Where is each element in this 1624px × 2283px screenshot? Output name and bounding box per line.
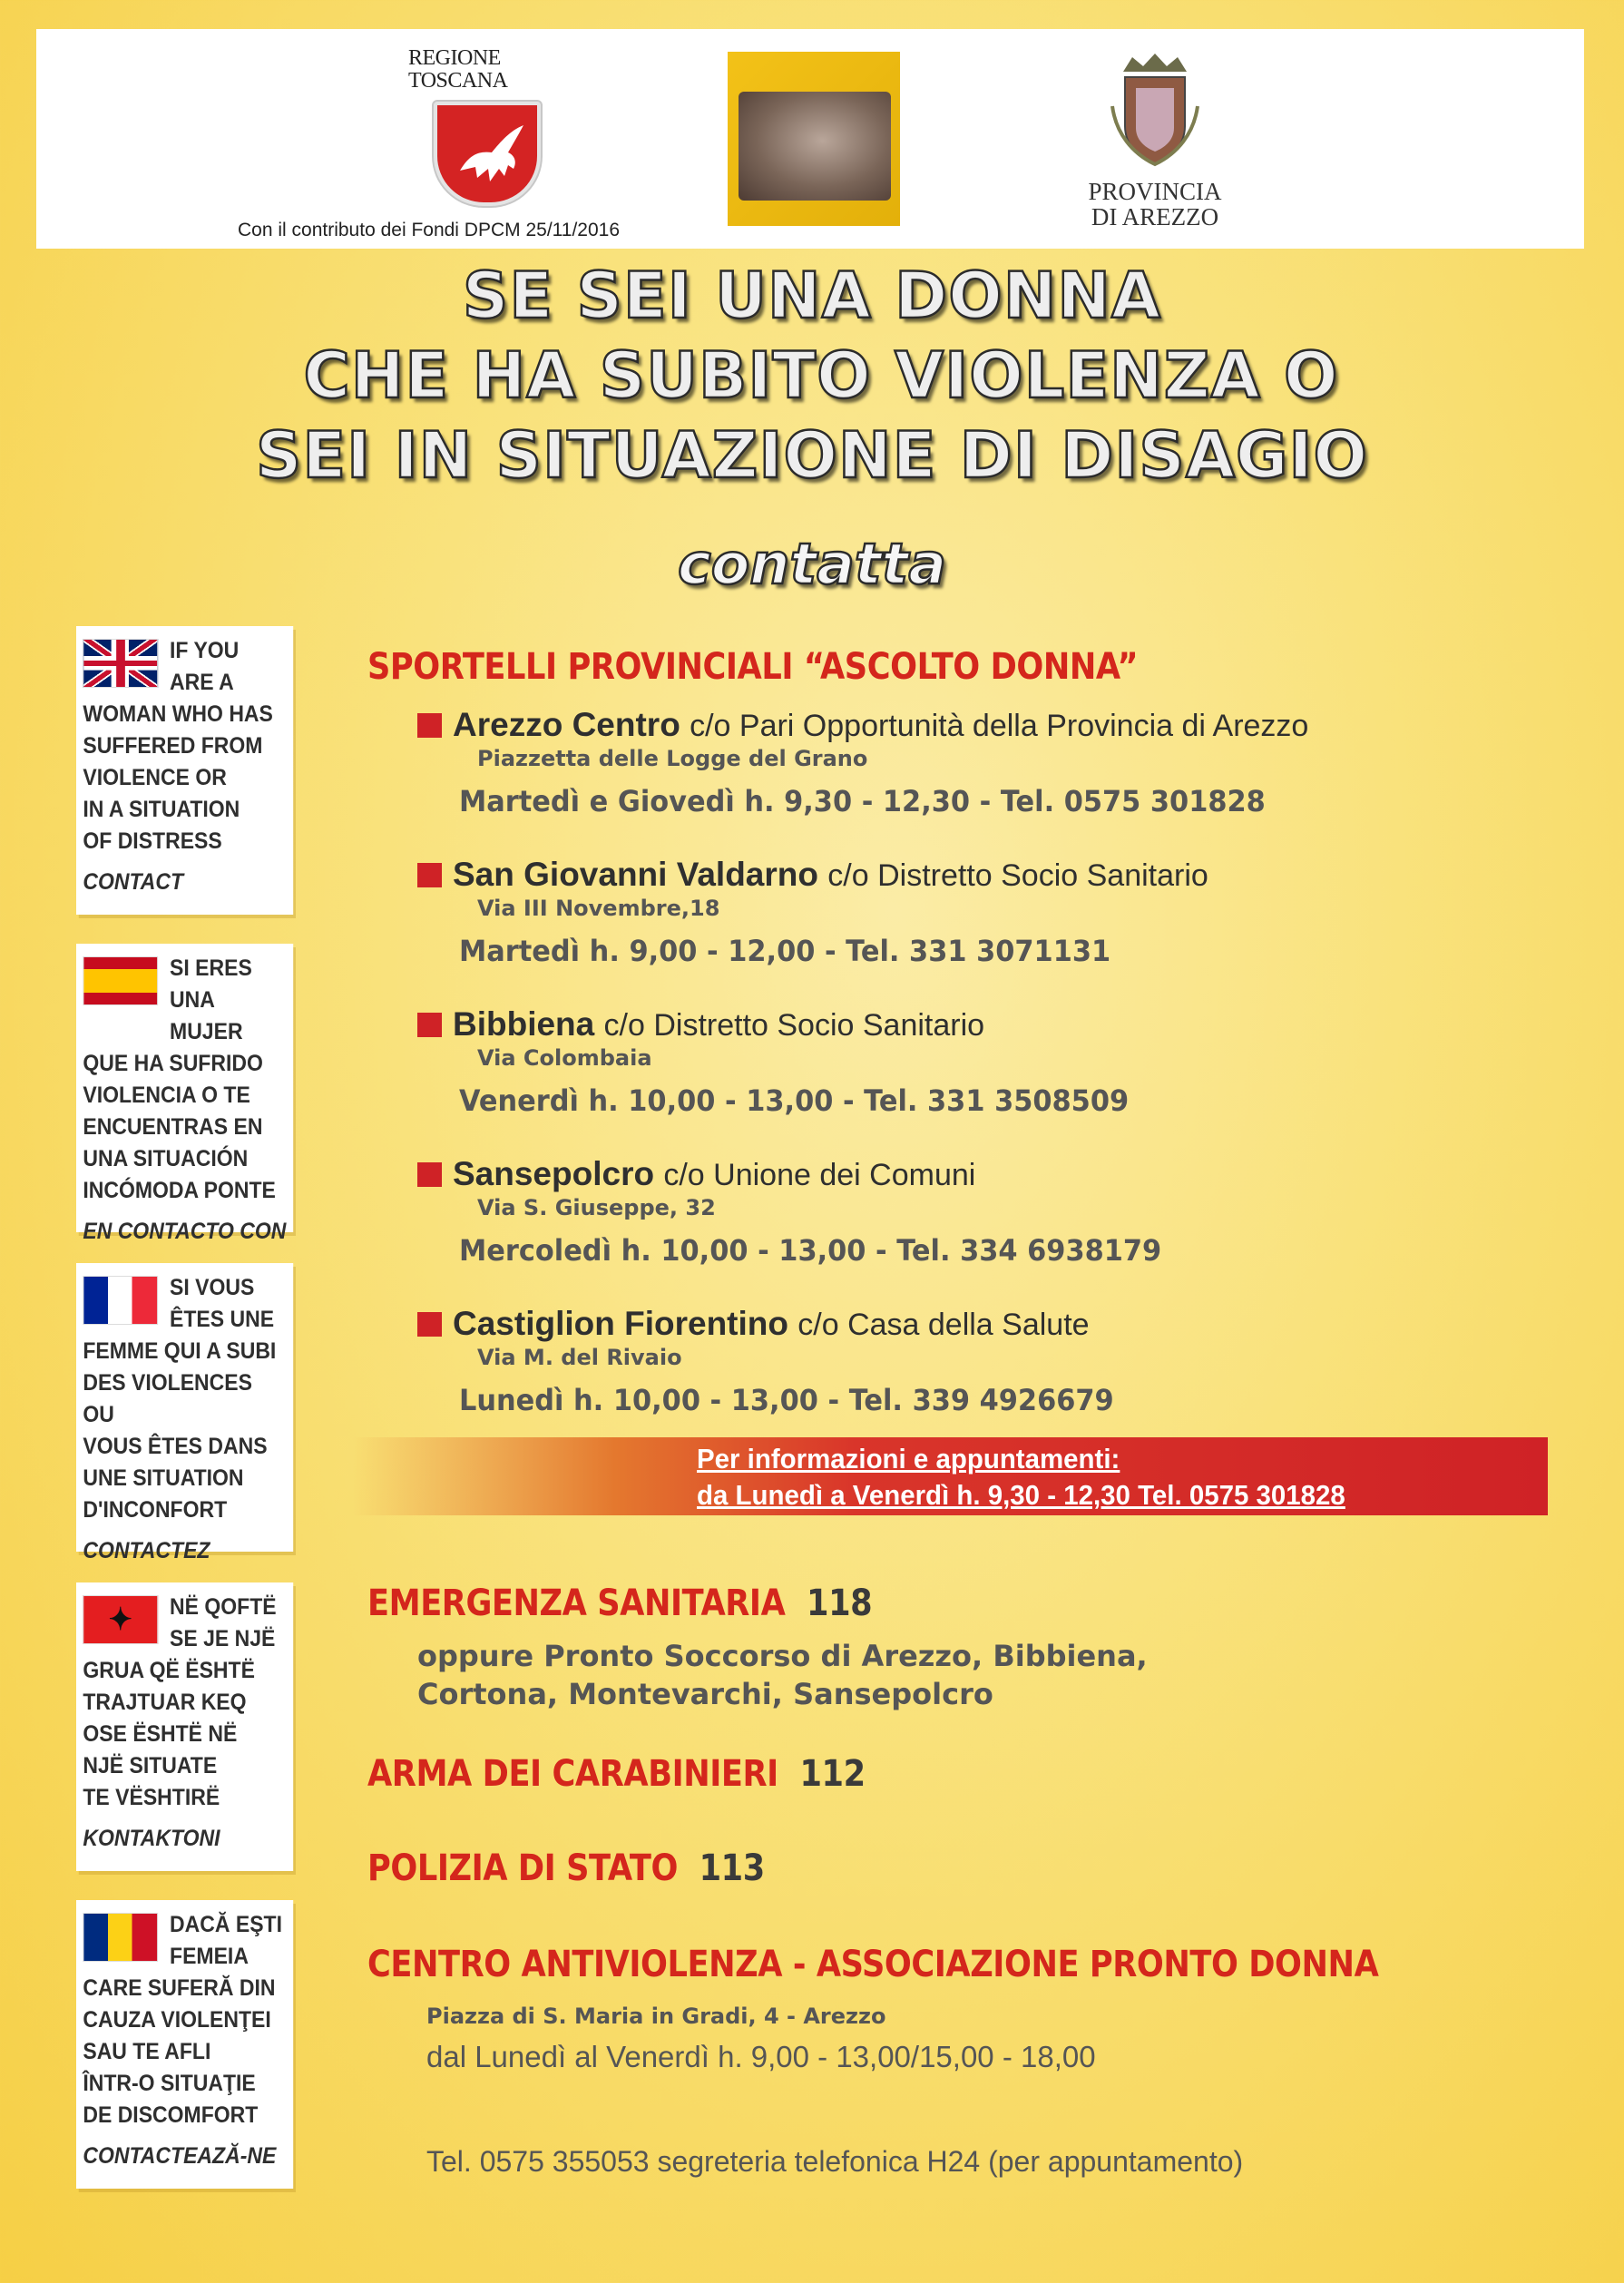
- regione-toscana-logo: [408, 47, 585, 206]
- provincia-crest-icon: [1105, 52, 1205, 170]
- provincia-line2: DI AREZZO: [1091, 203, 1219, 230]
- lang-line: DACĂ EŞTI: [170, 1912, 282, 1937]
- lang-line: UNE SITUATION: [83, 1465, 244, 1491]
- lang-line: SUFFERED FROM: [83, 733, 263, 759]
- info-band: [352, 1437, 1548, 1515]
- office-address: Via Colombaia: [477, 1045, 652, 1071]
- office-san-giovanni: [417, 856, 1551, 968]
- lang-cta: CONTACTEAZĂ-NE: [83, 2143, 277, 2169]
- lang-cta: EN CONTACTO CON: [83, 1219, 287, 1244]
- office-hours: Martedì e Giovedì h. 9,30 - 12,30 - Tel. 0575 301828: [459, 784, 1266, 818]
- pronto-soccorso-line1: oppure Pronto Soccorso di Arezzo, Bibbiena,: [417, 1639, 1148, 1673]
- lang-line: FEMME QUI A SUBI: [83, 1338, 277, 1364]
- uk-flag-icon: [83, 639, 158, 688]
- carabinieri: [367, 1753, 866, 1795]
- lang-line: INCÓMODA PONTE: [83, 1178, 276, 1203]
- red-square-bullet-icon: [417, 713, 442, 738]
- lang-line: CAUZA VIOLENŢEI: [83, 2007, 271, 2033]
- office-hours: Venerdì h. 10,00 - 13,00 - Tel. 331 3508509: [459, 1083, 1130, 1118]
- office-location: c/o Casa della Salute: [797, 1308, 1090, 1342]
- office-name: Sansepolcro: [453, 1155, 655, 1192]
- office-hours: Martedì h. 9,00 - 12,00 - Tel. 331 3071131: [459, 934, 1111, 968]
- office-castiglion-fiorentino: [417, 1305, 1551, 1417]
- info-line1: Per informazioni e appuntamenti:: [697, 1443, 1120, 1475]
- office-name: Bibbiena: [453, 1005, 595, 1043]
- office-address: Piazzetta delle Logge del Grano: [477, 746, 868, 771]
- office-hours: Lunedì h. 10,00 - 13,00 - Tel. 339 4926679: [459, 1383, 1114, 1417]
- office-address: Via S. Giuseppe, 32: [477, 1195, 716, 1220]
- lang-line: VIOLENCIA O TE: [83, 1083, 250, 1108]
- headline-line3: SEI IN SITUAZIONE DI DISAGIO: [255, 418, 1369, 493]
- lang-line: VIOLENCE OR: [83, 765, 227, 790]
- office-location: c/o Distretto Socio Sanitario: [827, 858, 1208, 893]
- lang-line: SI VOUS: [170, 1275, 255, 1300]
- office-name: Arezzo Centro: [453, 706, 680, 743]
- lang-line: TRAJTUAR KEQ: [83, 1690, 247, 1715]
- sportelli-title: SPORTELLI PROVINCIALI “ASCOLTO DONNA”: [367, 646, 1139, 688]
- carabinieri-number: 112: [799, 1753, 866, 1795]
- emergenza-label: EMERGENZA SANITARIA: [367, 1582, 786, 1624]
- office-address: Via M. del Rivaio: [477, 1345, 682, 1370]
- headline-line2: CHE HA SUBITO VIOLENZA O: [303, 338, 1339, 413]
- lang-line: SAU TE AFLI: [83, 2039, 211, 2064]
- lang-line: NJË SITUATE: [83, 1753, 218, 1778]
- spain-flag-icon: [83, 956, 158, 1005]
- lang-line: IF YOU: [170, 638, 240, 663]
- red-square-bullet-icon: [417, 1013, 442, 1037]
- polizia: [367, 1847, 765, 1889]
- centro-antiviolenza-title: CENTRO ANTIVIOLENZA - ASSOCIAZIONE PRONTO DONNA: [367, 1944, 1379, 1985]
- office-name: San Giovanni Valdarno: [453, 856, 818, 893]
- lang-line: ÊTES UNE: [170, 1307, 275, 1332]
- emergenza-number: 118: [807, 1582, 873, 1624]
- red-square-bullet-icon: [417, 863, 442, 887]
- regione-line2: TOSCANA: [408, 69, 508, 93]
- lang-line: NË QOFTË: [170, 1594, 277, 1620]
- lang-line: DE DISCOMFORT: [83, 2102, 259, 2128]
- lang-line: FEMEIA: [170, 1944, 249, 1969]
- lang-box-french: [76, 1263, 293, 1563]
- broken-glass-photo-icon: [739, 92, 891, 201]
- lang-line: VOUS ÊTES DANS: [83, 1434, 268, 1459]
- lang-line: SE JE NJË: [170, 1626, 276, 1651]
- lang-line: ENCUENTRAS EN: [83, 1114, 263, 1140]
- red-square-bullet-icon: [417, 1312, 442, 1337]
- lang-cta: CONTACTEZ: [83, 1538, 210, 1563]
- lang-box-spanish: [76, 944, 293, 1244]
- office-address: Via III Novembre,18: [477, 896, 720, 921]
- provincia-arezzo-logo: [1069, 52, 1241, 230]
- lang-line: QUE HA SUFRIDO: [83, 1051, 263, 1076]
- regione-line1: REGIONE: [408, 46, 501, 70]
- info-line2: da Lunedì a Venerdì h. 9,30 - 12,30 Tel. 0575 301828: [697, 1479, 1345, 1511]
- lang-line: OSE ËSHTË NË: [83, 1721, 238, 1747]
- lang-cta: CONTACT: [83, 869, 184, 895]
- office-sansepolcro: [417, 1155, 1551, 1268]
- office-location: c/o Distretto Socio Sanitario: [603, 1008, 985, 1043]
- centro-hours: dal Lunedì al Venerdì h. 9,00 - 13,00/15,00 - 18,00: [426, 2040, 1096, 2073]
- office-bibbiena: [417, 1005, 1551, 1118]
- office-hours: Mercoledì h. 10,00 - 13,00 - Tel. 334 6938179: [459, 1233, 1162, 1268]
- project-logo: [728, 52, 900, 226]
- office-name: Castiglion Fiorentino: [453, 1305, 788, 1342]
- lang-box-romanian: [76, 1900, 293, 2189]
- office-arezzo-centro: [417, 706, 1551, 818]
- polizia-number: 113: [699, 1847, 765, 1889]
- romania-flag-icon: [83, 1913, 158, 1962]
- lang-cta: KONTAKTONI: [83, 1826, 220, 1851]
- lang-line: ARE A: [170, 670, 234, 695]
- office-location: c/o Pari Opportunità della Provincia di Arezzo: [690, 709, 1309, 743]
- lang-line: UNA MUJER: [170, 987, 243, 1044]
- office-location: c/o Unione dei Comuni: [663, 1158, 976, 1192]
- pronto-soccorso-line2: Cortona, Montevarchi, Sansepolcro: [417, 1677, 993, 1711]
- red-square-bullet-icon: [417, 1162, 442, 1187]
- albania-flag-icon: [83, 1595, 158, 1644]
- polizia-label: POLIZIA DI STATO: [367, 1847, 678, 1889]
- lang-line: D'INCONFORT: [83, 1497, 228, 1523]
- headline-line1: SE SEI UNA DONNA: [462, 259, 1162, 333]
- provincia-line1: PROVINCIA: [1088, 178, 1222, 205]
- lang-line: CARE SUFERĂ DIN: [83, 1975, 276, 2001]
- france-flag-icon: [83, 1276, 158, 1325]
- emergenza-sanitaria: [367, 1582, 872, 1624]
- lang-line: IN A SITUATION: [83, 797, 240, 822]
- lang-line: DES VIOLENCES OU: [83, 1370, 252, 1427]
- lang-line: OF DISTRESS: [83, 828, 222, 854]
- centro-address: Piazza di S. Maria in Gradi, 4 - Arezzo: [426, 2004, 886, 2029]
- centro-telephone: Tel. 0575 355053 segreteria telefonica H24 (per appuntamento): [426, 2145, 1244, 2178]
- lang-box-english: [76, 626, 293, 915]
- lang-line: ÎNTR-O SITUAŢIE: [83, 2071, 256, 2096]
- lang-line: WOMAN WHO HAS: [83, 701, 273, 727]
- lang-line: TE VËSHTIRË: [83, 1785, 220, 1810]
- lang-box-albanian: [76, 1582, 293, 1871]
- lang-line: SI ERES: [170, 955, 252, 981]
- sponsor-header: [36, 29, 1584, 249]
- lang-line: UNA SITUACIÓN: [83, 1146, 249, 1171]
- pegasus-shield-icon: [434, 102, 541, 206]
- lang-line: GRUA QË ËSHTË: [83, 1658, 255, 1683]
- funds-caption: Con il contributo dei Fondi DPCM 25/11/2016: [238, 220, 621, 240]
- carabinieri-label: ARMA DEI CARABINIERI: [367, 1753, 778, 1795]
- contatta-heading: contatta: [677, 531, 947, 597]
